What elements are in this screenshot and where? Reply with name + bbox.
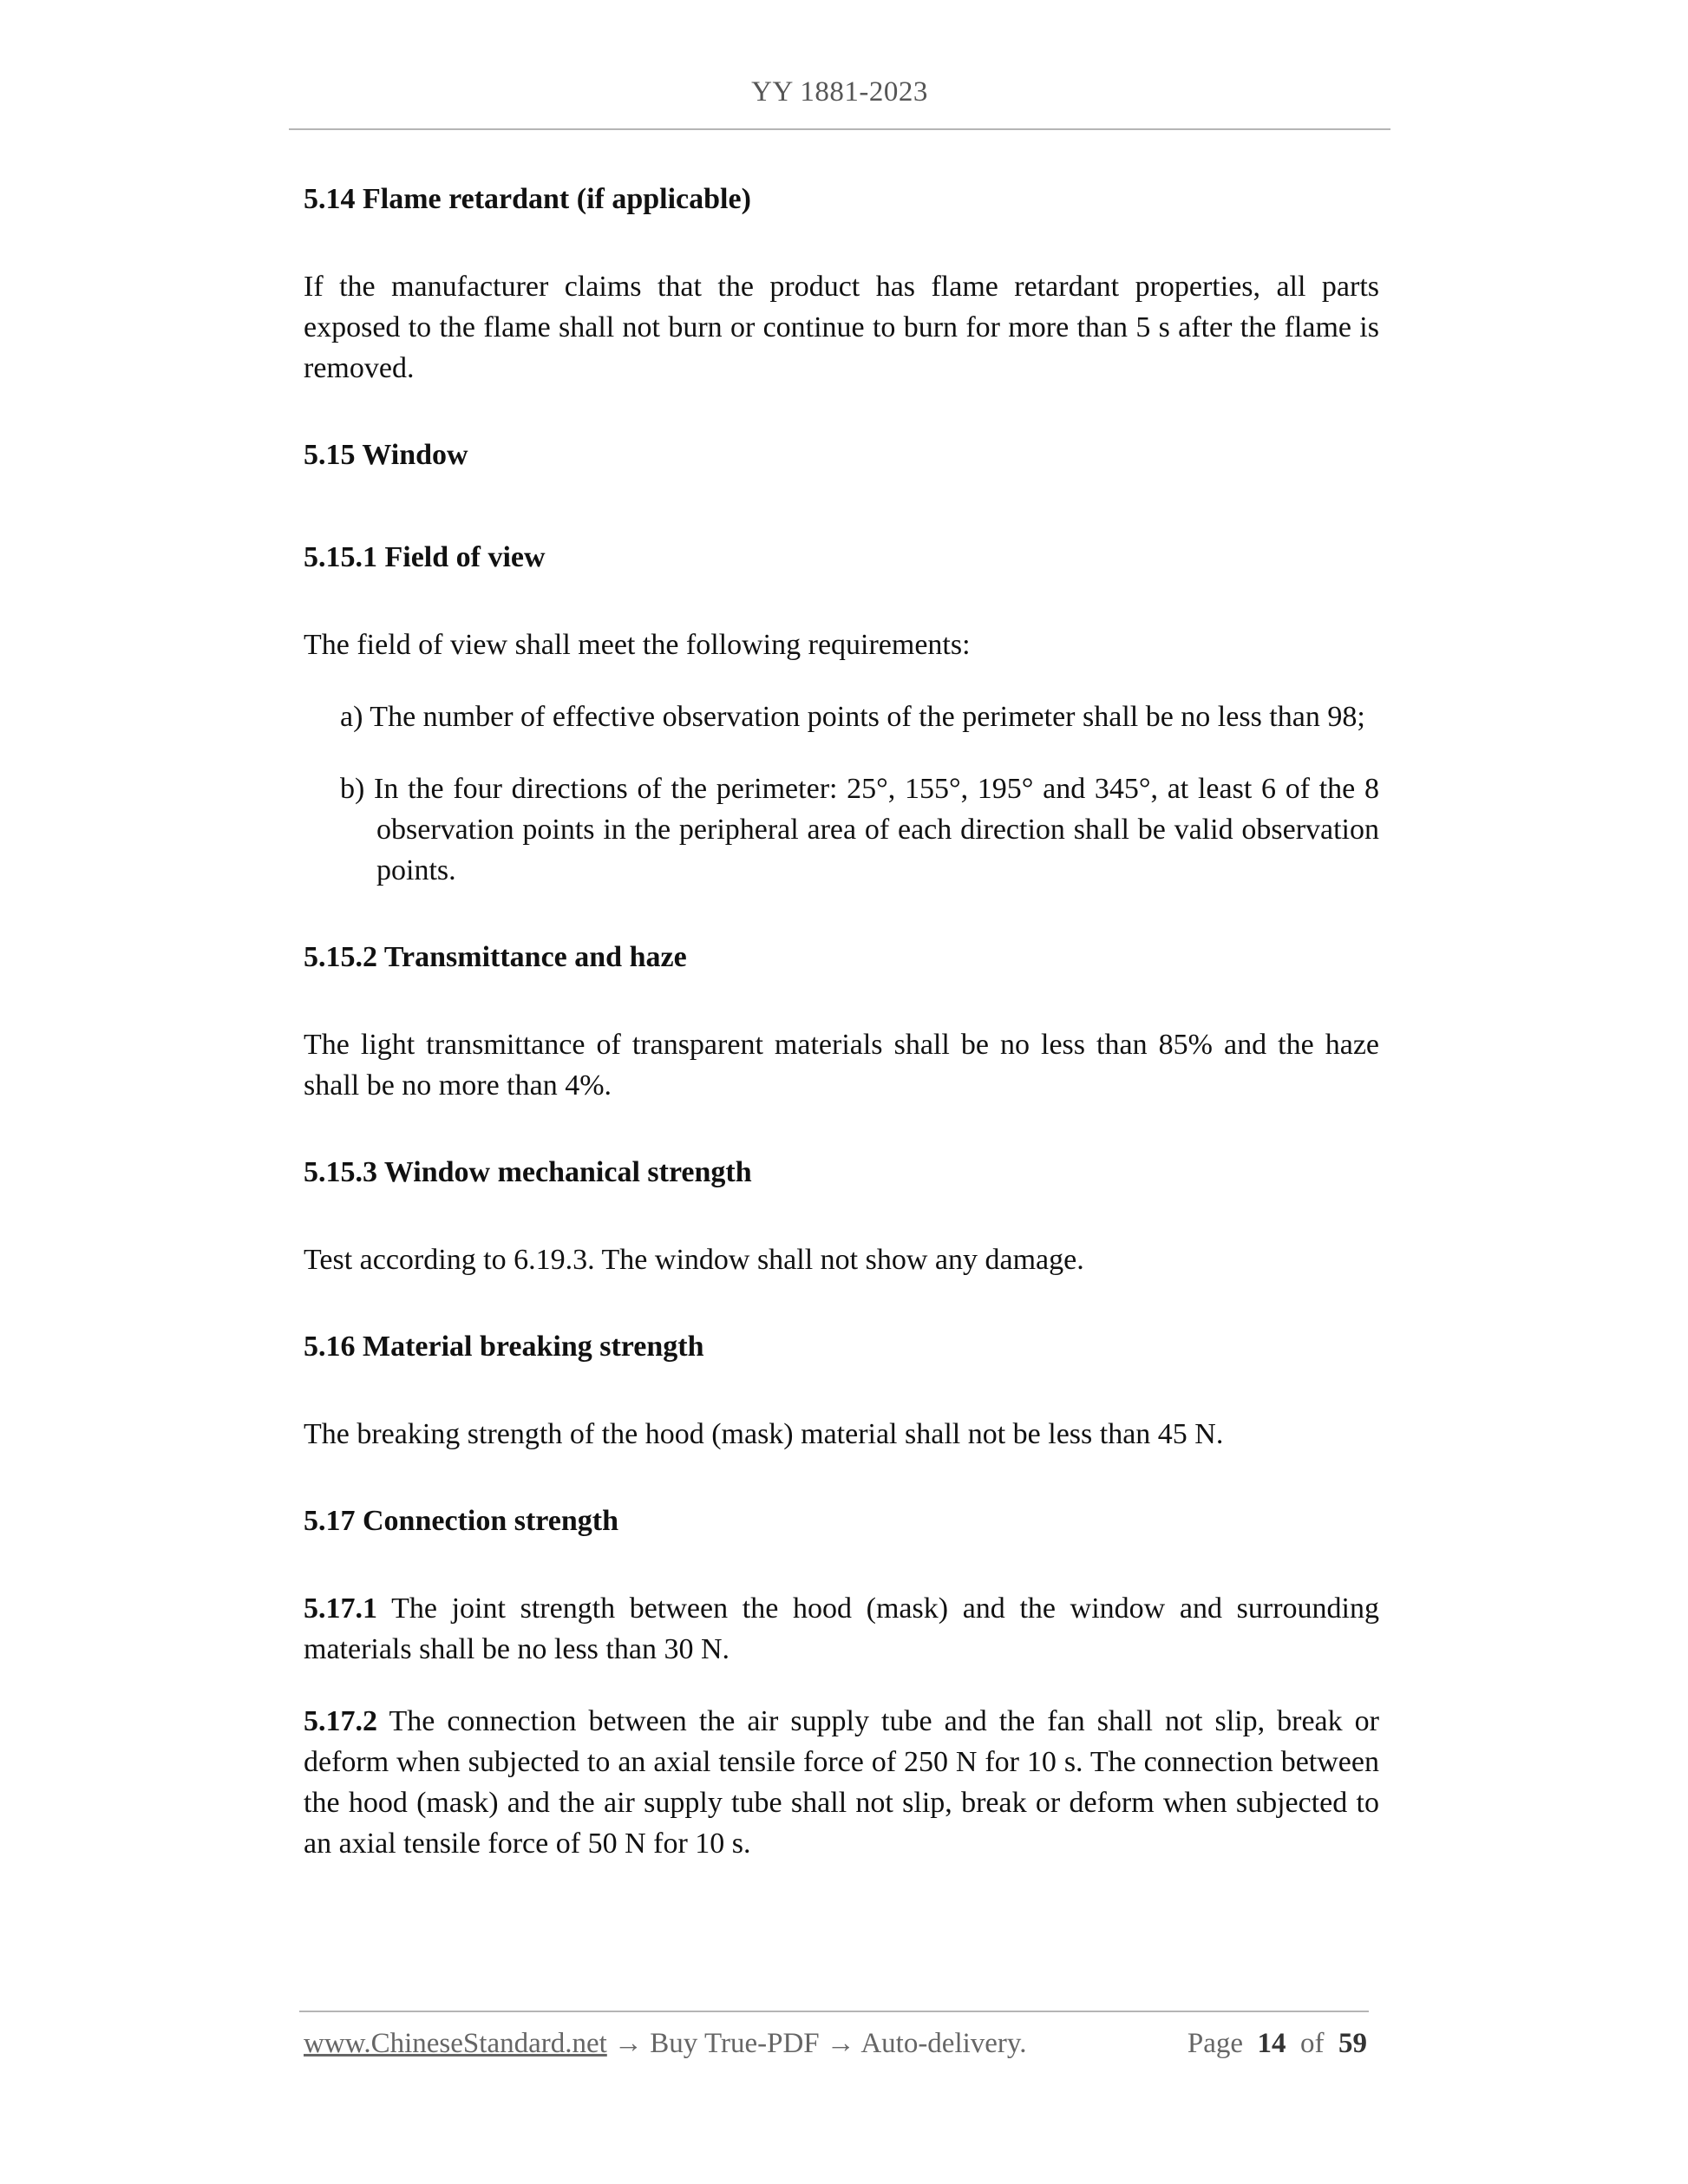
heading-5-15-2: 5.15.2 Transmittance and haze: [304, 941, 687, 973]
paragraph-5-15-1-intro: The field of view shall meet the following requirements:: [304, 629, 971, 661]
paragraph-5-15-3: Test according to 6.19.3. The window shall not show any damage.: [304, 1244, 1084, 1276]
website-link[interactable]: www.ChineseStandard.net: [304, 2028, 607, 2059]
of-label: of: [1300, 2028, 1325, 2059]
page-label: Page: [1187, 2028, 1243, 2059]
auto-delivery-text: Auto-delivery.: [860, 2028, 1027, 2059]
clause-text-5-17-2: The connection between the air supply tube and the fan shall not slip, break or deform when subjected to an axial tensile force of 250 N for 10 s. The connection between the hood (mask) and the air supply tube shall not slip, break or deform when subjected to an axial tensile force of 50 N for 10 s.: [304, 1705, 1380, 1860]
clause-number-5-17-2: 5.17.2: [304, 1705, 377, 1737]
page-number: [1187, 2028, 1367, 2060]
heading-5-16: 5.16 Material breaking strength: [304, 1331, 704, 1363]
list-item-b: b) In the four directions of the perimeter: 25°, 155°, 195° and 345°, at least 6 of the 8 observation points in the peripheral area of each direction shall be valid observation points.: [340, 773, 1379, 886]
paragraph-5-14: If the manufacturer claims that the product has flame retardant properties, all parts exposed to the flame shall not burn or continue to burn for more than 5 s after the flame is removed.: [304, 271, 1379, 384]
heading-5-15: 5.15 Window: [304, 439, 468, 471]
clause-number-5-17-1: 5.17.1: [304, 1592, 377, 1625]
footer-divider: [299, 2011, 1369, 2012]
page-footer: [304, 2028, 1367, 2060]
paragraph-5-17-2: [304, 1701, 1379, 1864]
buy-true-pdf-text: Buy True-PDF: [650, 2028, 820, 2059]
footer-promo: [304, 2028, 1027, 2060]
header-divider: [289, 128, 1390, 130]
heading-5-17: 5.17 Connection strength: [304, 1505, 618, 1537]
paragraph-5-15-2: The light transmittance of transparent materials shall be no less than 85% and the haze shall be no more than 4%.: [304, 1029, 1379, 1102]
document-code: YY 1881-2023: [751, 76, 928, 108]
paragraph-5-17-1: [304, 1588, 1379, 1670]
page-total: 59: [1338, 2028, 1367, 2059]
clause-text-5-17-1: The joint strength between the hood (mask) and the window and surrounding materials shall be no less than 30 N.: [304, 1592, 1379, 1665]
paragraph-5-16: The breaking strength of the hood (mask) material shall not be less than 45 N.: [304, 1418, 1224, 1450]
heading-5-14: 5.14 Flame retardant (if applicable): [304, 183, 751, 215]
list-item-a: a) The number of effective observation points of the perimeter shall be no less than 98;: [340, 701, 1365, 733]
arrow-right-icon: →: [826, 2028, 855, 2059]
page-current: 14: [1257, 2028, 1286, 2059]
heading-5-15-3: 5.15.3 Window mechanical strength: [304, 1156, 752, 1188]
heading-5-15-1: 5.15.1 Field of view: [304, 541, 546, 573]
arrow-right-icon: →: [614, 2028, 644, 2059]
document-body: [304, 178, 1379, 1864]
